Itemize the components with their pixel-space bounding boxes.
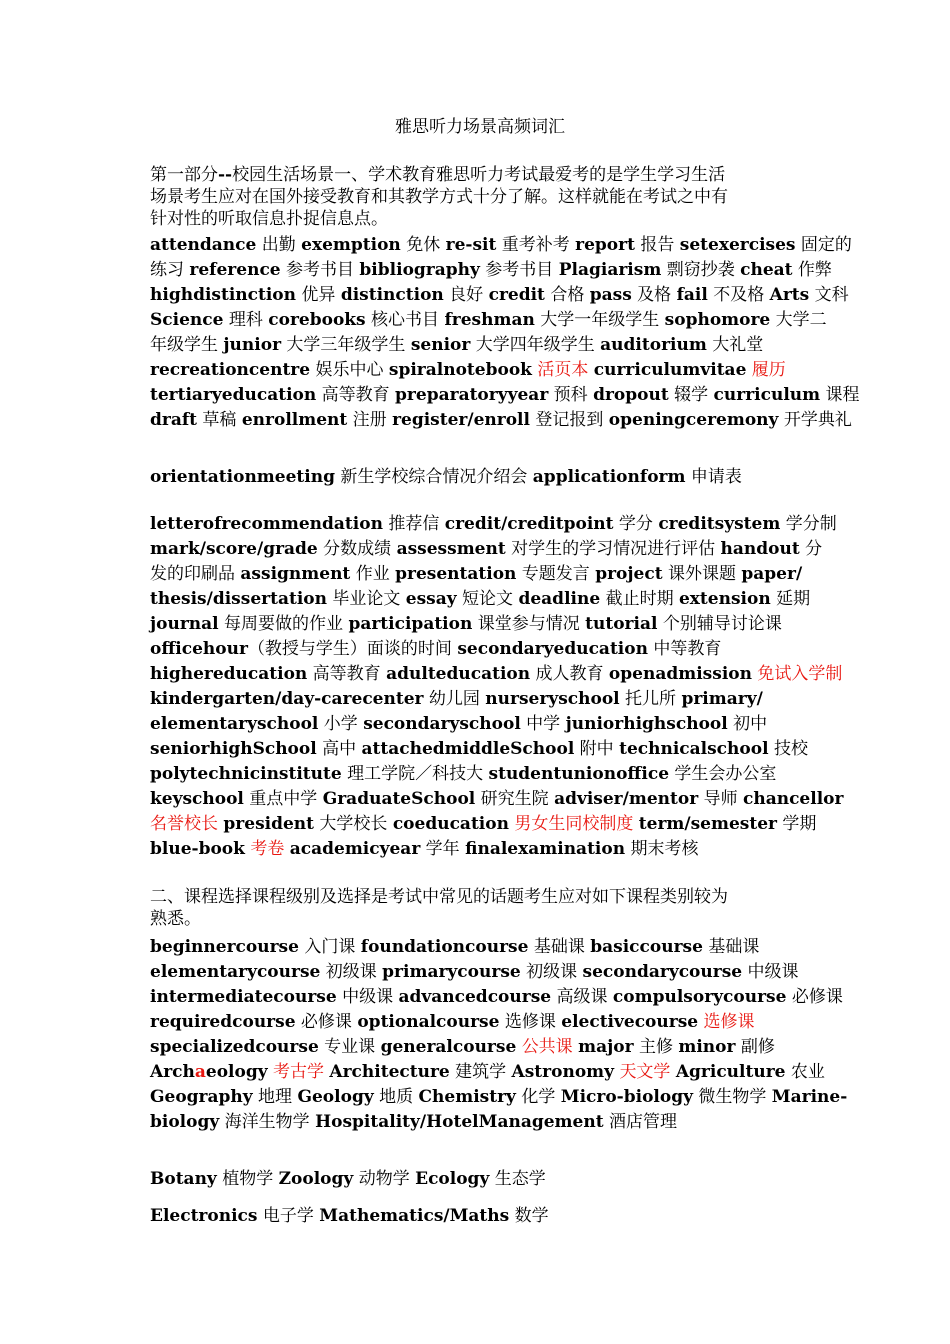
highlighted-term: 活页本 <box>537 360 589 380</box>
text-segment: 课堂参与情况 <box>472 614 586 634</box>
text-segment: 理科 <box>223 310 269 330</box>
text-segment: 学生会办公室 <box>669 764 777 784</box>
text-segment: 必修课 <box>786 987 843 1007</box>
text-line <box>150 935 810 960</box>
section-two-intro <box>150 886 810 930</box>
text-segment: 理工学院／科技大 <box>341 764 489 784</box>
text-line <box>150 333 810 358</box>
english-term: recreationcentre <box>150 360 311 380</box>
text-segment: 年级学生 <box>150 335 224 355</box>
english-term: secondarycourse <box>582 962 743 982</box>
english-term: openadmission <box>608 664 752 684</box>
english-term: credit/creditpoint <box>444 514 614 534</box>
english-term: foundationcourse <box>360 937 529 957</box>
text-segment: 优异 <box>296 285 341 305</box>
text-line <box>150 512 837 537</box>
text-segment: 导师 <box>698 789 743 809</box>
highlighted-term: 履历 <box>751 360 786 380</box>
text-segment: 学期 <box>777 814 817 834</box>
text-segment: 酒店管理 <box>603 1112 677 1132</box>
english-term: pass <box>589 285 632 305</box>
english-term: cheat <box>740 260 793 280</box>
text-segment: 不及格 <box>707 285 770 305</box>
english-term: biology <box>150 1112 220 1132</box>
text-line <box>150 186 810 208</box>
english-term: Zoology <box>278 1169 354 1189</box>
english-term: compulsorycourse <box>612 987 787 1007</box>
text-segment: 第一部分 <box>150 165 218 185</box>
text-segment: （教授与学生）面谈的时间 <box>247 639 458 659</box>
highlighted-term: 考古学 <box>273 1062 324 1082</box>
text-segment: 学年 <box>420 839 466 859</box>
english-term: secondaryschool <box>363 714 521 734</box>
english-term: senior <box>410 335 471 355</box>
text-segment: 文科 <box>809 285 849 305</box>
highlighted-term: 男女生同校制度 <box>514 814 634 834</box>
english-term: Arch <box>150 1062 195 1082</box>
text-segment: 预科 <box>548 385 594 405</box>
english-term: enrollment <box>241 410 348 430</box>
text-segment: 大学二 <box>770 310 827 330</box>
english-term: Electronics <box>150 1206 258 1226</box>
english-term: attendance <box>150 235 257 255</box>
text-line <box>150 562 810 587</box>
english-term: nurseryschool <box>485 689 620 709</box>
text-line <box>150 886 810 908</box>
english-term: juniorhighschool <box>565 714 728 734</box>
english-term: highdistinction <box>150 285 297 305</box>
text-segment: 毕业论文 <box>326 589 406 609</box>
english-term: fail <box>676 285 708 305</box>
text-line <box>150 1010 810 1035</box>
text-segment: 中学 <box>520 714 566 734</box>
text-line <box>150 960 810 985</box>
text-segment: 开学典礼 <box>778 410 852 430</box>
text-line <box>150 258 832 283</box>
text-segment: 重点中学 <box>243 789 323 809</box>
english-term: basiccourse <box>590 937 703 957</box>
text-segment: 参考书目 <box>280 260 360 280</box>
english-term: tutorial <box>585 614 658 634</box>
english-term: participation <box>348 614 473 634</box>
english-term: minor <box>678 1037 736 1057</box>
english-term: secondaryeducation <box>457 639 648 659</box>
english-term: project <box>595 564 663 584</box>
text-line <box>150 383 860 408</box>
english-term: advancedcourse <box>398 987 552 1007</box>
text-segment: 新生学校综合情况介绍会 <box>334 467 533 487</box>
text-segment: 截止时期 <box>600 589 679 609</box>
english-term: presentation <box>395 564 517 584</box>
highlighted-term: 选修课 <box>703 1012 755 1032</box>
document-title: 雅思听力场景高频词汇 <box>395 117 565 137</box>
highlighted-term: 免试入学制 <box>757 664 843 684</box>
text-line <box>150 837 810 862</box>
text-segment: 高级课 <box>551 987 613 1007</box>
highlighted-term: 公共课 <box>521 1037 573 1057</box>
text-line <box>150 812 817 837</box>
english-term: president <box>223 814 315 834</box>
text-segment: 草稿 <box>197 410 242 430</box>
vocab-block-orientation <box>150 465 810 490</box>
text-segment: 报告 <box>634 235 680 255</box>
text-segment: 初中 <box>727 714 768 734</box>
english-term: report <box>575 235 635 255</box>
text-segment: 对学生的学习情况进行评估 <box>505 539 721 559</box>
text-segment: 良好 <box>443 285 489 305</box>
text-segment: 电子学 <box>257 1206 320 1226</box>
text-segment: 学分制 <box>780 514 837 534</box>
text-segment: 专业课 <box>318 1037 381 1057</box>
english-term: eology <box>205 1062 268 1082</box>
highlighted-term: 名誉校长 <box>150 814 218 834</box>
english-term: register/enroll <box>392 410 530 430</box>
english-term: Agriculture <box>675 1062 786 1082</box>
vocab-block-academic-terms <box>150 512 844 862</box>
vocab-block-campus-basics <box>150 233 860 433</box>
english-term: kindergarten/day-carecenter <box>150 689 424 709</box>
text-segment: 学分 <box>613 514 659 534</box>
english-term: Mathematics/Maths <box>319 1206 510 1226</box>
highlighted-term: 天文学 <box>619 1062 671 1082</box>
text-line <box>150 1060 825 1085</box>
text-line <box>150 985 843 1010</box>
text-segment: 固定的 <box>795 235 852 255</box>
text-line <box>150 908 810 930</box>
text-segment: 大学三年级学生 <box>281 335 411 355</box>
english-term: elementaryschool <box>150 714 319 734</box>
text-segment: 地理 <box>252 1087 298 1107</box>
text-line <box>150 283 849 308</box>
text-line <box>150 208 810 230</box>
text-segment: 小学 <box>318 714 364 734</box>
english-term: draft <box>150 410 198 430</box>
text-segment: 成人教育 <box>530 664 609 684</box>
english-term: handout <box>720 539 800 559</box>
english-term: junior <box>223 335 282 355</box>
english-term: Ecology <box>415 1169 490 1189</box>
text-segment: 副修 <box>735 1037 775 1057</box>
text-line <box>150 712 810 737</box>
text-line <box>150 465 810 490</box>
english-term: beginnercourse <box>150 937 299 957</box>
english-term: Botany <box>150 1169 217 1189</box>
text-line <box>150 1035 810 1060</box>
english-term: coeducation <box>392 814 509 834</box>
english-term: requiredcourse <box>150 1012 296 1032</box>
highlighted-term: 考卷 <box>250 839 285 859</box>
text-segment: 练习 <box>150 260 190 280</box>
text-segment: 主修 <box>633 1037 679 1057</box>
english-term: distinction <box>340 285 444 305</box>
english-term: technicalschool <box>619 739 769 759</box>
text-line <box>150 612 810 637</box>
text-segment: 建筑学 <box>449 1062 512 1082</box>
text-segment: 注册 <box>347 410 393 430</box>
english-term: credit <box>488 285 545 305</box>
english-term: GraduateSchool <box>322 789 476 809</box>
text-segment: 个别辅导讨论课 <box>657 614 782 634</box>
text-segment: 分数成绩 <box>317 539 397 559</box>
text-line <box>150 1204 810 1229</box>
text-line <box>150 537 823 562</box>
text-line <box>150 637 810 662</box>
english-term: openingceremony <box>608 410 779 430</box>
text-line <box>150 164 810 186</box>
text-segment: 辍学 <box>668 385 714 405</box>
english-term: exemption <box>301 235 401 255</box>
english-term: term/semester <box>638 814 777 834</box>
highlighted-term: a <box>194 1062 206 1082</box>
english-term: Astronomy <box>511 1062 615 1082</box>
english-term: Marine- <box>771 1087 848 1107</box>
english-term: attachedmiddleSchool <box>361 739 575 759</box>
text-segment: 选修课 <box>499 1012 562 1032</box>
text-line <box>150 408 852 433</box>
text-segment: 发的印刷品 <box>150 564 241 584</box>
text-segment: 娱乐中心 <box>310 360 389 380</box>
english-term: letterofrecommendation <box>150 514 383 534</box>
english-term: reference <box>189 260 281 280</box>
text-segment: 中级课 <box>336 987 399 1007</box>
text-segment: 大学一年级学生 <box>534 310 665 330</box>
english-term: auditorium <box>600 335 707 355</box>
text-segment: 校园生活场景一、学术教育雅思听力考试最爱考的是学生学习生活 <box>232 165 726 185</box>
english-term: Science <box>150 310 224 330</box>
text-segment: 必修课 <box>295 1012 358 1032</box>
text-segment: 数学 <box>509 1206 549 1226</box>
english-term: blue-book <box>150 839 245 859</box>
english-term: specializedcourse <box>150 1037 319 1057</box>
english-term: Geography <box>150 1087 253 1107</box>
text-segment: 高等教育 <box>316 385 396 405</box>
english-term: freshman <box>444 310 535 330</box>
text-line <box>150 587 810 612</box>
english-term: Geology <box>297 1087 374 1107</box>
english-term: primary/ <box>681 689 763 709</box>
text-segment: 登记报到 <box>529 410 609 430</box>
english-term: Hospitality/HotelManagement <box>315 1112 604 1132</box>
text-segment: 及格 <box>631 285 677 305</box>
text-segment: 申请表 <box>685 467 742 487</box>
text-line <box>150 1167 810 1192</box>
text-line <box>150 1085 848 1110</box>
text-segment: 推荐信 <box>382 514 445 534</box>
text-segment: 短论文 <box>456 589 519 609</box>
english-term: polytechnicinstitute <box>150 764 342 784</box>
english-term: applicationform <box>532 467 686 487</box>
english-term: intermediatecourse <box>150 987 337 1007</box>
english-term: -- <box>218 165 233 185</box>
text-segment: 延期 <box>770 589 811 609</box>
english-term: tertiaryeducation <box>150 385 317 405</box>
english-term: extension <box>678 589 771 609</box>
text-line <box>150 308 827 333</box>
english-term: journal <box>150 614 219 634</box>
text-segment: 植物学 <box>216 1169 279 1189</box>
english-term: assignment <box>240 564 351 584</box>
text-segment: 合格 <box>544 285 590 305</box>
text-segment: 初级课 <box>520 962 583 982</box>
text-segment: 基础课 <box>702 937 760 957</box>
text-segment: 针对性的听取信息扑捉信息点。 <box>150 209 388 229</box>
english-term: Architecture <box>329 1062 450 1082</box>
english-term: major <box>578 1037 634 1057</box>
text-segment: 幼儿园 <box>423 689 486 709</box>
text-segment: 分 <box>799 539 823 559</box>
text-segment: 熟悉。 <box>150 909 201 929</box>
english-term: primarycourse <box>382 962 521 982</box>
text-line <box>150 1110 810 1135</box>
text-line <box>150 233 852 258</box>
english-term: Micro-biology <box>560 1087 693 1107</box>
text-line <box>150 787 844 812</box>
english-term: assessment <box>396 539 506 559</box>
section-one-intro <box>150 164 810 230</box>
english-term: thesis/dissertation <box>150 589 327 609</box>
english-term: bibliography <box>359 260 480 280</box>
english-term: optionalcourse <box>357 1012 500 1032</box>
english-term: seniorhighSchool <box>150 739 317 759</box>
text-segment: 每周要做的作业 <box>218 614 349 634</box>
text-segment: 生态学 <box>489 1169 546 1189</box>
english-term: spiralnotebook <box>388 360 532 380</box>
english-term: Arts <box>769 285 810 305</box>
text-segment: 动物学 <box>353 1169 416 1189</box>
text-segment: 参考书目 <box>479 260 559 280</box>
english-term: mark/score/grade <box>150 539 318 559</box>
text-segment: 基础课 <box>528 937 591 957</box>
english-term: electivecourse <box>561 1012 699 1032</box>
text-segment: 免休 <box>400 235 446 255</box>
english-term: generalcourse <box>380 1037 517 1057</box>
vocab-block-courses <box>150 935 848 1135</box>
english-term: Plagiarism <box>558 260 662 280</box>
english-term: adulteducation <box>386 664 531 684</box>
english-term: curriculumvitae <box>593 360 747 380</box>
text-segment: 二、课程选择课程级别及选择是考试中常见的话题考生应对如下课程类别较为 <box>150 887 728 907</box>
english-term: re-sit <box>445 235 497 255</box>
english-term: setexercises <box>679 235 796 255</box>
text-segment: 附中 <box>574 739 620 759</box>
text-line <box>150 687 810 712</box>
english-term: elementarycourse <box>150 962 321 982</box>
text-segment: 大学校长 <box>314 814 393 834</box>
text-segment: 技校 <box>768 739 808 759</box>
text-segment: 课程 <box>820 385 860 405</box>
text-segment: 专题发言 <box>516 564 596 584</box>
text-segment: 核心书目 <box>365 310 445 330</box>
english-term: paper/ <box>741 564 803 584</box>
english-term: keyschool <box>150 789 244 809</box>
text-segment: 农业 <box>785 1062 825 1082</box>
text-segment: 剽窃抄袭 <box>661 260 741 280</box>
text-segment: 中级课 <box>742 962 799 982</box>
text-segment: 化学 <box>515 1087 561 1107</box>
text-segment: 海洋生物学 <box>219 1112 316 1132</box>
english-term: chancellor <box>742 789 844 809</box>
english-term: adviser/mentor <box>554 789 699 809</box>
english-term: academicyear <box>289 839 421 859</box>
english-term: corebooks <box>268 310 366 330</box>
english-term: studentunionoffice <box>488 764 670 784</box>
text-segment: 托儿所 <box>619 689 682 709</box>
text-segment: 作弊 <box>792 260 832 280</box>
english-term: dropout <box>593 385 669 405</box>
text-segment: 大礼堂 <box>706 335 764 355</box>
text-segment: 中等教育 <box>647 639 722 659</box>
text-segment: 大学四年级学生 <box>470 335 601 355</box>
text-segment: 初级课 <box>320 962 383 982</box>
text-segment: 作业 <box>350 564 396 584</box>
english-term: curriculum <box>713 385 821 405</box>
english-term: finalexamination <box>465 839 626 859</box>
english-term: creditsystem <box>658 514 781 534</box>
text-line <box>150 762 810 787</box>
vocab-block-sciences <box>150 1167 810 1192</box>
text-line <box>150 358 810 383</box>
vocab-block-electronics-maths <box>150 1204 810 1229</box>
text-segment: 研究生院 <box>475 789 555 809</box>
text-segment: 出勤 <box>256 235 302 255</box>
english-term: orientationmeeting <box>150 467 335 487</box>
english-term: preparatoryyear <box>395 385 549 405</box>
text-segment: 期末考核 <box>625 839 699 859</box>
text-segment: 地质 <box>373 1087 419 1107</box>
text-segment: 课外课题 <box>662 564 742 584</box>
text-segment: 重考补考 <box>496 235 576 255</box>
english-term: essay <box>405 589 457 609</box>
english-term: officehour <box>150 639 248 659</box>
text-segment: 高中 <box>316 739 362 759</box>
english-term: highereducation <box>150 664 308 684</box>
text-line <box>150 737 810 762</box>
text-segment: 入门课 <box>298 937 361 957</box>
english-term: deadline <box>518 589 601 609</box>
text-segment: 场景考生应对在国外接受教育和其教学方式十分了解。这样就能在考试之中有 <box>150 187 728 207</box>
english-term: sophomore <box>664 310 771 330</box>
english-term: Chemistry <box>418 1087 516 1107</box>
text-line <box>150 662 843 687</box>
text-segment: 高等教育 <box>307 664 387 684</box>
text-segment: 微生物学 <box>692 1087 772 1107</box>
